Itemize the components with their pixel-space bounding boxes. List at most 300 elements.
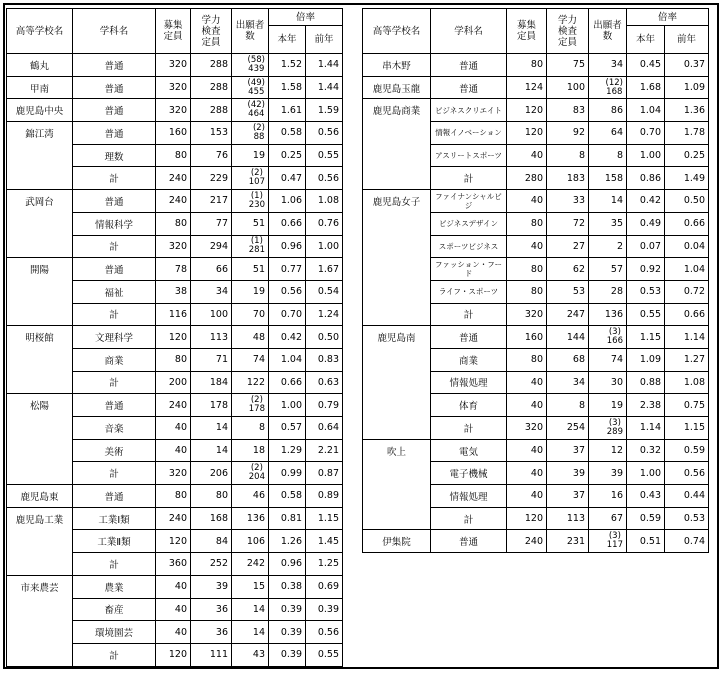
ratio-this-year-cell: 1.00	[627, 462, 665, 485]
ratio-last-year-cell: 1.14	[665, 326, 709, 349]
exam-capacity-cell: 27	[547, 235, 589, 258]
quota-cell: 320	[156, 462, 191, 485]
quota-cell: 320	[507, 417, 547, 440]
quota-cell: 320	[156, 76, 191, 99]
ratio-last-year-cell: 0.04	[665, 235, 709, 258]
ratio-last-year-cell: 1.45	[306, 530, 343, 553]
ratio-this-year-cell: 0.55	[627, 303, 665, 326]
school-name-cell: 市来農芸	[7, 575, 73, 666]
applicants-cell: 19	[232, 280, 269, 303]
applicants-sub-count: (3)	[608, 531, 621, 542]
quota-cell: 240	[156, 190, 191, 213]
quota-cell: 40	[507, 485, 547, 508]
applicants-sub-count: (1)	[250, 190, 263, 201]
quota-cell: 120	[507, 99, 547, 122]
applicants-stacked	[249, 192, 265, 210]
applicants-cell: 28	[589, 280, 627, 303]
applicants-cell	[232, 394, 269, 417]
header-examinees: 学力 検査 定員	[191, 9, 232, 54]
school-name-cell: 鹿児島商業	[363, 99, 431, 190]
ratio-last-year-cell: 0.54	[306, 280, 343, 303]
ratio-this-year-cell: 1.29	[269, 439, 306, 462]
ratio-this-year-cell: 1.26	[269, 530, 306, 553]
applicants-cell	[589, 530, 627, 553]
table-row	[7, 258, 343, 281]
exam-capacity-cell: 254	[547, 417, 589, 440]
ratio-last-year-cell: 0.56	[306, 122, 343, 145]
applicants-cell	[232, 76, 269, 99]
ratio-this-year-cell: 2.38	[627, 394, 665, 417]
ratio-last-year-cell: 0.87	[306, 462, 343, 485]
applicants-cell: 136	[232, 507, 269, 530]
applicants-sub-count: (2)	[250, 168, 263, 179]
exam-capacity-cell: 206	[191, 462, 232, 485]
department-cell: 電気	[431, 439, 507, 462]
department-cell: 計	[73, 235, 156, 258]
department-cell: ファイナンシャルビジ	[431, 190, 507, 213]
applicants-cell	[232, 122, 269, 145]
quota-cell: 80	[156, 485, 191, 508]
ratio-last-year-cell: 1.27	[665, 348, 709, 371]
school-name-cell: 鹿児島女子	[363, 190, 431, 326]
ratio-last-year-cell: 0.63	[306, 371, 343, 394]
applicants-sub-count: (1)	[250, 236, 263, 247]
applicants-count: 289	[606, 426, 623, 437]
ratio-last-year-cell: 0.66	[665, 212, 709, 235]
department-cell: 理数	[73, 144, 156, 167]
ratio-this-year-cell: 0.88	[627, 371, 665, 394]
exam-capacity-cell: 168	[191, 507, 232, 530]
ratio-this-year-cell: 1.58	[269, 76, 306, 99]
department-cell: 普通	[73, 99, 156, 122]
header-ratio: 倍率	[627, 9, 709, 26]
applicants-cell: 30	[589, 371, 627, 394]
department-cell: 音楽	[73, 417, 156, 440]
quota-cell: 120	[507, 507, 547, 530]
department-cell: 計	[431, 303, 507, 326]
applicants-count: 230	[248, 199, 265, 210]
department-cell: 計	[73, 167, 156, 190]
applicants-count: 88	[253, 131, 265, 142]
table-row	[363, 326, 709, 349]
exam-capacity-cell: 144	[547, 326, 589, 349]
table-row	[7, 122, 343, 145]
applicants-sub-count: (3)	[608, 417, 621, 428]
ratio-this-year-cell: 0.53	[627, 280, 665, 303]
applicants-cell: 39	[589, 462, 627, 485]
ratio-this-year-cell: 1.00	[627, 144, 665, 167]
school-name-cell: 鶴丸	[7, 54, 73, 77]
applicants-cell	[232, 99, 269, 122]
department-cell: ビジネスクリエイト	[431, 99, 507, 122]
ratio-last-year-cell: 0.79	[306, 394, 343, 417]
department-cell: 普通	[73, 190, 156, 213]
applicants-count: 107	[248, 177, 265, 188]
ratio-this-year-cell: 1.06	[269, 190, 306, 213]
applicants-cell	[589, 417, 627, 440]
table-row	[7, 190, 343, 213]
ratio-last-year-cell: 0.53	[665, 507, 709, 530]
school-name-cell: 鹿児島工業	[7, 507, 73, 575]
applicants-count: 281	[248, 245, 265, 256]
ratio-this-year-cell: 0.39	[269, 643, 306, 666]
exam-capacity-cell: 53	[547, 280, 589, 303]
applicants-cell	[232, 167, 269, 190]
applicants-cell: 106	[232, 530, 269, 553]
department-cell: 畜産	[73, 598, 156, 621]
quota-cell: 80	[507, 280, 547, 303]
quota-cell: 40	[156, 417, 191, 440]
quota-cell: 160	[156, 122, 191, 145]
school-name-cell: 吹上	[363, 439, 431, 530]
ratio-this-year-cell: 0.70	[627, 122, 665, 145]
quota-cell: 40	[507, 394, 547, 417]
exam-capacity-cell: 113	[547, 507, 589, 530]
quota-cell: 124	[507, 76, 547, 99]
department-cell: 計	[431, 507, 507, 530]
ratio-last-year-cell: 0.66	[665, 303, 709, 326]
table-row	[7, 507, 343, 530]
header-quota: 募集 定員	[156, 9, 191, 54]
exam-capacity-cell: 37	[547, 485, 589, 508]
applicants-cell: 64	[589, 122, 627, 145]
ratio-this-year-cell: 0.96	[269, 553, 306, 576]
quota-cell: 320	[156, 54, 191, 77]
header-quota: 募集 定員	[507, 9, 547, 54]
table-row	[7, 485, 343, 508]
department-cell: 普通	[73, 258, 156, 281]
table-row	[363, 54, 709, 77]
applicants-sub-count: (2)	[252, 122, 265, 133]
department-cell: 計	[73, 303, 156, 326]
ratio-last-year-cell: 1.49	[665, 167, 709, 190]
exam-capacity-cell: 247	[547, 303, 589, 326]
ratio-last-year-cell: 1.09	[665, 76, 709, 99]
ratio-this-year-cell: 0.39	[269, 598, 306, 621]
applicants-sub-count: (58)	[247, 54, 265, 65]
exam-capacity-cell: 153	[191, 122, 232, 145]
applicants-cell: 242	[232, 553, 269, 576]
quota-cell: 240	[507, 530, 547, 553]
quota-cell: 78	[156, 258, 191, 281]
quota-cell: 80	[507, 258, 547, 281]
quota-cell: 320	[507, 303, 547, 326]
ratio-this-year-cell: 0.99	[269, 462, 306, 485]
quota-cell: 40	[507, 235, 547, 258]
exam-capacity-cell: 84	[191, 530, 232, 553]
applicants-cell: 158	[589, 167, 627, 190]
department-cell: 計	[431, 167, 507, 190]
quota-cell: 80	[156, 212, 191, 235]
applicants-cell: 12	[589, 439, 627, 462]
header-school: 高等学校名	[363, 9, 431, 54]
header-last-year: 前年	[665, 26, 709, 54]
table-row	[7, 54, 343, 77]
ratio-last-year-cell: 0.74	[665, 530, 709, 553]
applicants-cell	[589, 326, 627, 349]
applicants-stacked	[607, 419, 623, 437]
quota-cell: 38	[156, 280, 191, 303]
ratio-this-year-cell: 0.39	[269, 621, 306, 644]
exam-capacity-cell: 75	[547, 54, 589, 77]
exam-capacity-cell: 184	[191, 371, 232, 394]
department-cell: スポーツビジネス	[431, 235, 507, 258]
quota-cell: 120	[156, 326, 191, 349]
department-cell: 普通	[431, 76, 507, 99]
exam-capacity-cell: 68	[547, 348, 589, 371]
department-cell: 商業	[431, 348, 507, 371]
quota-cell: 320	[156, 235, 191, 258]
quota-cell: 40	[507, 144, 547, 167]
exam-capacity-cell: 231	[547, 530, 589, 553]
applicants-cell: 46	[232, 485, 269, 508]
applicants-count: 464	[248, 109, 265, 120]
applicants-cell	[232, 54, 269, 77]
ratio-last-year-cell: 0.69	[306, 575, 343, 598]
ratio-last-year-cell: 1.59	[306, 99, 343, 122]
quota-cell: 120	[156, 530, 191, 553]
school-name-cell: 明桜館	[7, 326, 73, 394]
applicants-cell: 74	[589, 348, 627, 371]
exam-capacity-cell: 100	[547, 76, 589, 99]
header-last-year: 前年	[306, 26, 343, 54]
department-cell: 情報イノベーション	[431, 122, 507, 145]
exam-capacity-cell: 77	[191, 212, 232, 235]
department-cell: 情報科学	[73, 212, 156, 235]
department-cell: ファッション・フード	[431, 258, 507, 281]
applicants-cell: 35	[589, 212, 627, 235]
applicants-cell: 57	[589, 258, 627, 281]
applicants-cell: 8	[232, 417, 269, 440]
ratio-this-year-cell: 1.04	[269, 348, 306, 371]
school-name-cell: 鹿児島東	[7, 485, 73, 508]
applicants-cell: 14	[232, 598, 269, 621]
exam-capacity-cell: 113	[191, 326, 232, 349]
ratio-last-year-cell: 0.50	[665, 190, 709, 213]
exam-capacity-cell: 34	[547, 371, 589, 394]
applicants-sub-count: (42)	[247, 100, 265, 111]
exam-capacity-cell: 36	[191, 598, 232, 621]
applicants-sub-count: (49)	[247, 77, 265, 88]
ratio-last-year-cell: 1.08	[306, 190, 343, 213]
applicants-count: 439	[248, 63, 265, 74]
ratio-last-year-cell: 0.75	[665, 394, 709, 417]
ratio-this-year-cell: 0.81	[269, 507, 306, 530]
quota-cell: 116	[156, 303, 191, 326]
exam-capacity-cell: 178	[191, 394, 232, 417]
ratio-last-year-cell: 0.39	[306, 598, 343, 621]
header-applicants: 出願者 数	[232, 9, 269, 54]
quota-cell: 80	[156, 144, 191, 167]
ratio-this-year-cell: 0.86	[627, 167, 665, 190]
ratio-last-year-cell: 0.83	[306, 348, 343, 371]
table-row	[7, 394, 343, 417]
department-cell: 普通	[73, 76, 156, 99]
ratio-last-year-cell: 0.37	[665, 54, 709, 77]
applicants-cell: 70	[232, 303, 269, 326]
ratio-this-year-cell: 0.66	[269, 371, 306, 394]
department-cell: 福祉	[73, 280, 156, 303]
quota-cell: 280	[507, 167, 547, 190]
quota-cell: 40	[156, 598, 191, 621]
applicants-cell: 2	[589, 235, 627, 258]
department-cell: アスリートスポーツ	[431, 144, 507, 167]
school-name-cell: 伊集院	[363, 530, 431, 553]
quota-cell: 40	[156, 621, 191, 644]
applicants-stacked	[249, 464, 265, 482]
ratio-last-year-cell: 0.59	[665, 439, 709, 462]
exam-capacity-cell: 217	[191, 190, 232, 213]
ratio-this-year-cell: 0.66	[269, 212, 306, 235]
exam-capacity-cell: 252	[191, 553, 232, 576]
applicants-cell: 86	[589, 99, 627, 122]
applicants-cell: 34	[589, 54, 627, 77]
quota-cell: 80	[507, 212, 547, 235]
quota-cell: 40	[156, 439, 191, 462]
applicants-cell: 122	[232, 371, 269, 394]
ratio-this-year-cell: 0.43	[627, 485, 665, 508]
exam-capacity-cell: 100	[191, 303, 232, 326]
header-dept: 学科名	[431, 9, 507, 54]
header-examinees: 学力 検査 定員	[547, 9, 589, 54]
left-results-table	[6, 8, 343, 667]
department-cell: 普通	[73, 485, 156, 508]
ratio-this-year-cell: 0.38	[269, 575, 306, 598]
ratio-last-year-cell: 0.76	[306, 212, 343, 235]
applicants-stacked	[607, 328, 623, 346]
ratio-last-year-cell: 0.55	[306, 144, 343, 167]
table-row	[363, 99, 709, 122]
applicants-count: 117	[606, 540, 623, 551]
header-ratio: 倍率	[269, 9, 343, 26]
department-cell: 計	[73, 643, 156, 666]
table-row	[7, 326, 343, 349]
exam-capacity-cell: 34	[191, 280, 232, 303]
ratio-this-year-cell: 0.25	[269, 144, 306, 167]
quota-cell: 360	[156, 553, 191, 576]
ratio-last-year-cell: 1.67	[306, 258, 343, 281]
ratio-this-year-cell: 0.96	[269, 235, 306, 258]
applicants-count: 455	[248, 86, 265, 97]
right-results-table	[362, 8, 709, 553]
exam-capacity-cell: 62	[547, 258, 589, 281]
ratio-this-year-cell: 1.14	[627, 417, 665, 440]
school-name-cell: 鹿児島中央	[7, 99, 73, 122]
applicants-cell: 136	[589, 303, 627, 326]
applicants-stacked	[253, 124, 265, 142]
applicants-cell: 67	[589, 507, 627, 530]
quota-cell: 40	[507, 371, 547, 394]
ratio-this-year-cell: 0.51	[627, 530, 665, 553]
department-cell: 計	[73, 462, 156, 485]
department-cell: 計	[73, 553, 156, 576]
applicants-stacked	[248, 56, 265, 74]
ratio-last-year-cell: 0.25	[665, 144, 709, 167]
applicants-cell: 15	[232, 575, 269, 598]
applicants-sub-count: (2)	[250, 395, 263, 406]
school-name-cell: 鹿児島南	[363, 326, 431, 439]
applicants-stacked	[248, 79, 265, 97]
department-cell: 環境園芸	[73, 621, 156, 644]
ratio-last-year-cell: 1.44	[306, 54, 343, 77]
quota-cell: 320	[156, 99, 191, 122]
exam-capacity-cell: 36	[191, 621, 232, 644]
applicants-stacked	[249, 169, 265, 187]
applicants-cell	[232, 190, 269, 213]
header-applicants: 出願者 数	[589, 9, 627, 54]
applicants-count: 204	[248, 472, 265, 483]
table-row	[7, 99, 343, 122]
department-cell: 情報処理	[431, 485, 507, 508]
quota-cell: 200	[156, 371, 191, 394]
department-cell: 普通	[431, 54, 507, 77]
exam-capacity-cell: 288	[191, 54, 232, 77]
table-row	[363, 76, 709, 99]
quota-cell: 120	[156, 643, 191, 666]
ratio-this-year-cell: 0.58	[269, 485, 306, 508]
school-name-cell: 甲南	[7, 76, 73, 99]
department-cell: 普通	[73, 54, 156, 77]
ratio-last-year-cell: 1.00	[306, 235, 343, 258]
ratio-last-year-cell: 1.15	[306, 507, 343, 530]
exam-capacity-cell: 80	[191, 485, 232, 508]
quota-cell: 80	[156, 348, 191, 371]
applicants-stacked	[606, 79, 623, 97]
applicants-cell: 18	[232, 439, 269, 462]
ratio-this-year-cell: 0.70	[269, 303, 306, 326]
applicants-cell: 48	[232, 326, 269, 349]
ratio-last-year-cell: 0.72	[665, 280, 709, 303]
department-cell: ビジネスデザイン	[431, 212, 507, 235]
applicants-cell: 8	[589, 144, 627, 167]
applicants-sub-count: (3)	[608, 327, 621, 338]
school-name-cell: 串木野	[363, 54, 431, 77]
ratio-this-year-cell: 0.42	[269, 326, 306, 349]
ratio-last-year-cell: 1.36	[665, 99, 709, 122]
applicants-cell: 43	[232, 643, 269, 666]
department-cell: 文理科学	[73, 326, 156, 349]
exam-capacity-cell: 288	[191, 76, 232, 99]
department-cell: ライフ・スポーツ	[431, 280, 507, 303]
ratio-this-year-cell: 1.68	[627, 76, 665, 99]
ratio-last-year-cell: 0.56	[306, 621, 343, 644]
ratio-this-year-cell: 1.61	[269, 99, 306, 122]
applicants-stacked	[607, 532, 623, 550]
applicants-stacked	[248, 101, 265, 119]
applicants-count: 178	[248, 404, 265, 415]
department-cell: 情報処理	[431, 371, 507, 394]
ratio-last-year-cell: 1.24	[306, 303, 343, 326]
exam-capacity-cell: 72	[547, 212, 589, 235]
school-name-cell: 開陽	[7, 258, 73, 326]
quota-cell: 240	[156, 167, 191, 190]
applicants-sub-count: (12)	[605, 77, 623, 88]
ratio-last-year-cell: 0.64	[306, 417, 343, 440]
ratio-this-year-cell: 1.09	[627, 348, 665, 371]
applicants-cell: 14	[232, 621, 269, 644]
ratio-last-year-cell: 2.21	[306, 439, 343, 462]
table-row	[363, 530, 709, 553]
exam-capacity-cell: 14	[191, 439, 232, 462]
applicants-cell: 19	[232, 144, 269, 167]
header-school: 高等学校名	[7, 9, 73, 54]
department-cell: 普通	[73, 394, 156, 417]
quota-cell: 80	[507, 54, 547, 77]
department-cell: 体育	[431, 394, 507, 417]
ratio-this-year-cell: 1.52	[269, 54, 306, 77]
applicants-cell: 14	[589, 190, 627, 213]
ratio-this-year-cell: 1.15	[627, 326, 665, 349]
